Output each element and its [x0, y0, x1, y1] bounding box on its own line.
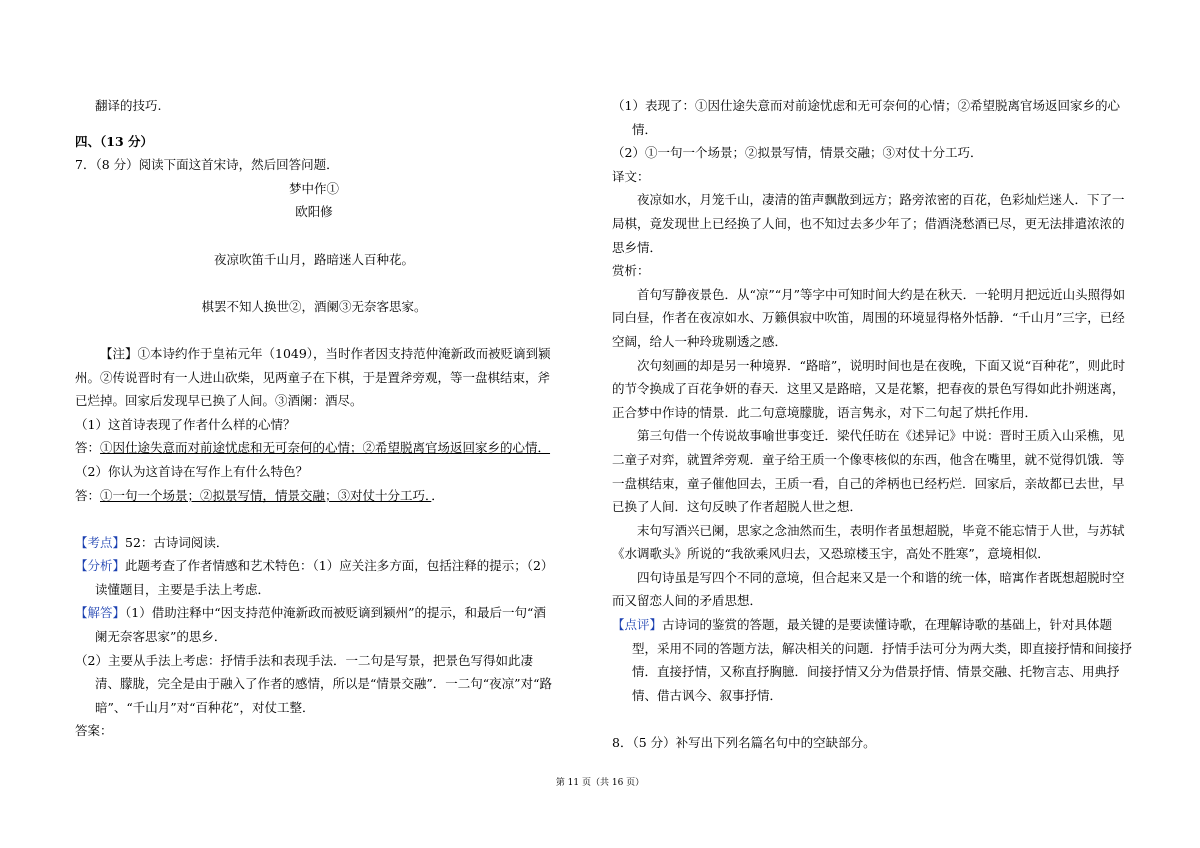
appreciation-label: 赏析：: [612, 263, 650, 279]
appreciation-para-5: 四句诗虽是写四个不同的意境，但合起来又是一个和谐的统一体，暗寓作者既想超脱时空而又留恋人间的矛盾思想．: [612, 569, 1125, 609]
page-footer: 第 11 页（共 16 页）: [555, 778, 645, 788]
answer-2-text: ①一句一个场景；②拟景写情，情景交融；③对仗十分工巧．: [100, 487, 432, 503]
answer-2-suffix: ．: [431, 487, 444, 503]
jieda-part-2: （2）主要从手法上考虑：抒情手法和表现手法．一二句是写景，把景色写得如此凄清、朦胧，完全是由于融入了作者的感情，所以是“情景交融”．一二句“夜凉”对“路暗”、“千山月”对“百种花”，对仗工整．: [75, 652, 552, 715]
jieda-text-1: （1）借助注释中“因支持范仲淹新政而被贬谪到颍州”的提示，和最后一句“酒阑无奈客思家”的思乡．: [95, 605, 546, 645]
poem-line-1: 夜凉吹笛千山月，路暗迷人百种花。: [213, 251, 414, 267]
translation-text: 夜凉如水，月笼千山，凄清的笛声飘散到远方；路旁浓密的百花，色彩灿烂迷人．下了一局棋，竟发现世上已经换了人间，也不知过去多少年了；借酒浇愁酒已尽，更无法排遣浓浓的思乡情．: [612, 192, 1125, 255]
kaodian-tag: 【考点】: [75, 534, 126, 550]
poem-line-2: 棋罢不知人换世②，酒阑③无奈客思家。: [201, 298, 427, 314]
left-column: [75, 94, 553, 743]
kaodian-text: 52：古诗词阅读．: [125, 534, 229, 550]
jieda: [75, 601, 553, 648]
question-2: （2）你认为这首诗在写作上有什么特色？: [75, 463, 308, 479]
answer-1-prefix: 答：: [75, 440, 101, 456]
answer-r1: （1）表现了：①因仕途失意而对前途忧虑和无可奈何的心情；②希望脱离官场返回家乡的心情．: [612, 98, 1120, 137]
answer-label: 答案：: [75, 723, 113, 739]
answer-r2: （2）①一句一个场景；②拟景写情，情景交融；③对仗十分工巧．: [612, 145, 983, 161]
question-1: （1）这首诗表现了作者什么样的心情？: [75, 416, 296, 432]
dianping: [612, 613, 1132, 707]
answer-1-text: ①因仕途失意而对前途忧虑和无可奈何的心情；②希望脱离官场返回家乡的心情．: [100, 440, 551, 456]
appreciation-para-1: 首句写静夜景色．从“凉”“月”等字中可知时间大约是在秋天．一轮明月把远近山头照得如同白昼，作者在夜凉如水、万籁俱寂中吹笛，周围的环境显得格外恬静．“千山月”三字，已经空阔，给人一种玲珑剔透之感．: [612, 286, 1126, 349]
appreciation-para-4: 末句写酒兴已阑，思家之念油然而生，表明作者虽想超脱，毕竟不能忘情于人世，与苏轼《水调歌头》所说的“我欲乘风归去，又恐琼楼玉宇，高处不胜寒”，意境相似．: [612, 522, 1125, 562]
fenxi: [75, 554, 553, 601]
poem-note: 【注】①本诗约作于皇祐元年（1049），当时作者因支持范仲淹新政而被贬谪到颍州。②传说晋时有一人进山砍柴，见两童子在下棋，于是置斧旁观，等一盘棋结束，斧已烂掉。回家后发现早已换了人间。③酒阑：酒尽。: [75, 345, 551, 409]
question-8-stem: 8．（5 分）补写出下列名篇名句中的空缺部分。: [612, 735, 876, 751]
appreciation-para-3: 第三句借一个传说故事喻世事变迁．梁代任昉在《述异记》中说：晋时王质入山采樵，见二童子对弈，就置斧旁观．童子给王质一个像枣核似的东西，他含在嘴里，就不觉得饥饿．等一盘棋结束，童子催他回去，王质一看，自己的斧柄也已经朽烂．回家后，亲故都已去世，早已换了人间．这句反映了作者超脱人世之想．: [612, 428, 1125, 515]
appreciation-para-2: 次句刻画的却是另一种境界．“路暗”，说明时间也是在夜晚，下面又说“百种花”，则此时的节令换成了百花争妍的春天．这里又是路暗，又是花繁，把春夜的景色写得如此扑朔迷离，正合梦中作诗的情景．此二句意境朦胧，语言隽永，对下二句起了烘托作用．: [612, 357, 1126, 420]
dianping-tag: 【点评】: [612, 617, 663, 633]
answer-2-prefix: 答：: [75, 487, 101, 503]
kaodian: [75, 531, 553, 555]
section-heading: 四、（13 分）: [75, 133, 153, 149]
right-column: [612, 94, 1132, 755]
answer-2: [75, 484, 553, 508]
answer-1: [75, 436, 553, 460]
continued-text: 翻译的技巧.: [95, 98, 162, 113]
question-7-stem: 7．（8 分）阅读下面这首宋诗，然后回答问题．: [75, 157, 339, 173]
translation-label: 译文：: [612, 168, 650, 184]
fenxi-tag: 【分析】: [75, 558, 126, 574]
dianping-text: 古诗词的鉴赏的答题，最关键的是要读懂诗歌，在理解诗歌的基础上，针对具体题型，采用不同的答题方法，解决相关的问题．抒情手法可分为两大类，即直接抒情和间接抒情．直接抒情，又称直抒胸臆．间接抒情又分为借景抒情、情景交融、托物言志、用典抒情、借古讽今、叙事抒情．: [632, 617, 1133, 703]
jieda-tag: 【解答】: [75, 605, 126, 621]
poem-author: 欧阳修: [295, 204, 333, 220]
fenxi-text: 此题考查了作者情感和艺术特色：（1）应关注多方面，包括注释的提示；（2）读懂题目，主要是手法上考虑．: [95, 558, 548, 597]
poem-title: 梦中作①: [288, 180, 339, 196]
